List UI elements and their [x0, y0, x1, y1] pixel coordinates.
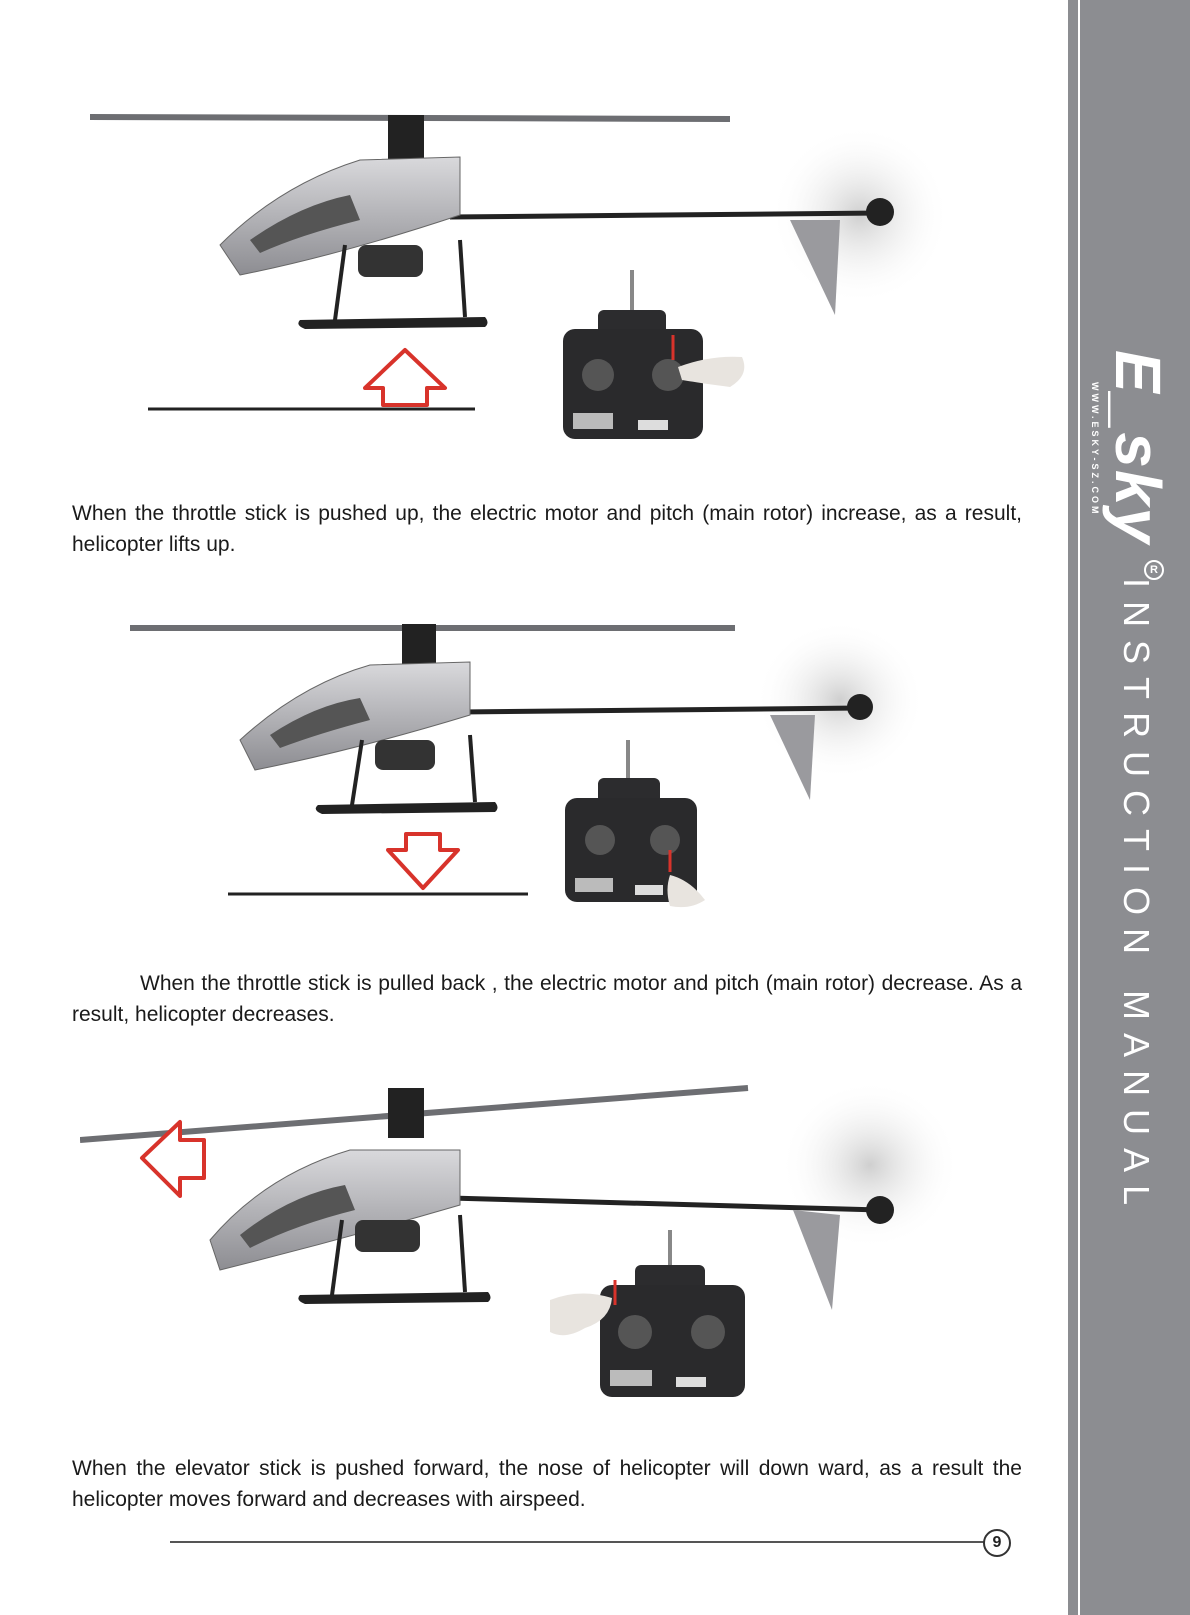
tail-rotor-hub [866, 198, 894, 226]
helicopter-1 [90, 115, 950, 329]
rotor-head [402, 624, 436, 668]
figure-throttle-up [90, 105, 970, 465]
motor [358, 245, 423, 277]
page-number: 9 [983, 1529, 1011, 1557]
tail-rotor-hub [866, 1196, 894, 1224]
registered-mark: R [1144, 560, 1164, 580]
tail-rotor-blur [755, 620, 925, 780]
skid-strut-rear [470, 735, 475, 802]
landing-skid [298, 317, 487, 329]
tail-fin [770, 715, 815, 800]
skid-strut-rear [460, 240, 465, 317]
transmitter-3 [550, 1230, 745, 1397]
skid-strut-front [352, 740, 362, 805]
caption-elevator-forward: When the elevator stick is pushed forward, the nose of helicopter will down ward, as a result the helicopter moves forward and decreases with airspeed. [72, 1457, 1022, 1511]
skid-strut-rear [460, 1215, 465, 1292]
landing-skid [298, 1292, 490, 1304]
brand-url: WWW.ESKY-SZ.COM [1090, 382, 1100, 517]
helicopter-3 [80, 1080, 960, 1310]
transmitter-2 [565, 740, 705, 907]
sidebar-edge [1078, 0, 1080, 1615]
landing-skid [316, 802, 498, 814]
tail-fin [793, 1210, 840, 1310]
skid-strut-front [335, 245, 345, 320]
transmitter-1 [563, 270, 744, 439]
figure-elevator-forward [80, 1070, 980, 1420]
arrow-up [365, 350, 445, 405]
brand-logo: E_sky [1102, 350, 1174, 546]
footer-rule [170, 1541, 985, 1543]
tail-rotor-hub [847, 694, 873, 720]
sidebar-title: INSTRUCTION MANUAL [1116, 578, 1157, 1219]
helicopter-2 [130, 620, 925, 814]
rotor-head [388, 115, 424, 165]
caption-throttle-down: When the throttle stick is pulled back , the electric motor and pitch (main rotor) decrease. As a result, helicopter decreases. [72, 972, 1022, 1026]
rotor-head [388, 1088, 424, 1138]
motor [355, 1220, 420, 1252]
figure-throttle-down [130, 620, 970, 940]
caption-throttle-up: When the throttle stick is pushed up, the electric motor and pitch (main rotor) increase, as a result, helicopter lifts up. [72, 502, 1022, 556]
arrow-down [388, 834, 458, 888]
motor [375, 740, 435, 770]
